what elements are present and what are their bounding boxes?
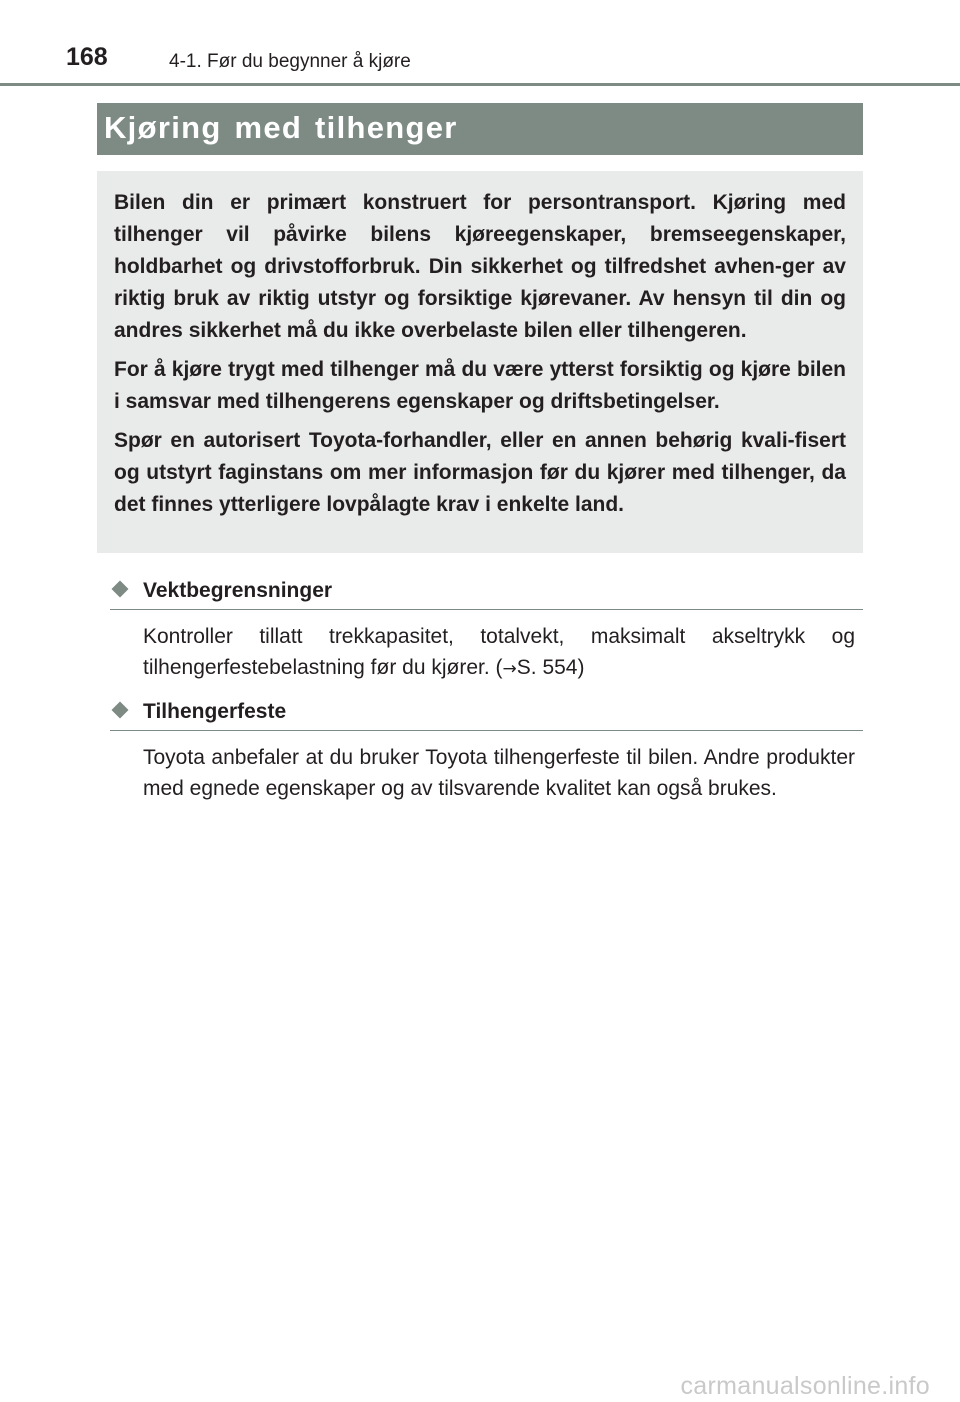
section-title-trailer-hitch: Tilhengerfeste (143, 700, 287, 723)
section-body-trailer-hitch: Toyota anbefaler at du bruker Toyota tilhengerfeste til bilen. Andre produkter med egnede egenskaper og av tilsvarende kvalitet kan også brukes. (143, 746, 855, 800)
body-text: Kontroller tillatt trekkapasitet, totalvekt, maksimalt akseltrykk og tilhengerfestebelastning før du kjører. ( (143, 625, 855, 679)
intro-paragraph-2: For å kjøre trygt med tilhenger må du være ytterst forsiktig og kjøre bilen i samsvar med tilhengerens egenskaper og driftsbetingelser. (114, 358, 846, 413)
page-reference-link[interactable]: S. 554) (516, 656, 585, 679)
section-body-weight-limits (143, 621, 855, 685)
section-weight-limits (110, 573, 863, 685)
intro-paragraph-3: Spør en autorisert Toyota-forhandler, eller en annen behørig kvali-fisert og utstyrt faginstans om mer informasjon før du kjører med tilhenger, da det finnes ytterligere lovpålagte krav i enkelte land. (114, 429, 846, 516)
section-heading (110, 573, 863, 610)
header-divider (0, 83, 960, 86)
intro-box (97, 171, 863, 553)
section-trailer-hitch (110, 694, 863, 804)
diamond-bullet-icon (112, 702, 129, 719)
diamond-bullet-icon (112, 581, 129, 598)
page-title: Kjøring med tilhenger (104, 110, 458, 145)
page-number: 168 (66, 43, 108, 71)
watermark: carmanualsonline.info (680, 1372, 930, 1400)
breadcrumb: 4-1. Før du begynner å kjøre (169, 51, 411, 72)
section-heading (110, 694, 863, 731)
section-title-weight-limits: Vektbegrensninger (143, 579, 333, 602)
reference-arrow-icon: → (502, 659, 517, 679)
section-title-bar (97, 103, 863, 155)
intro-paragraph-1: Bilen din er primært konstruert for persontransport. Kjøring med tilhenger vil påvirke bilens kjøreegenskaper, bremseegenskaper, holdbarhet og drivstofforbruk. Din sikkerhet og tilfredshet avhen-ger av riktig bruk av riktig utstyr og forsiktige kjørevaner. Av hensyn til din og andres sikkerhet må du ikke overbelaste bilen eller tilhengeren. (114, 191, 846, 342)
